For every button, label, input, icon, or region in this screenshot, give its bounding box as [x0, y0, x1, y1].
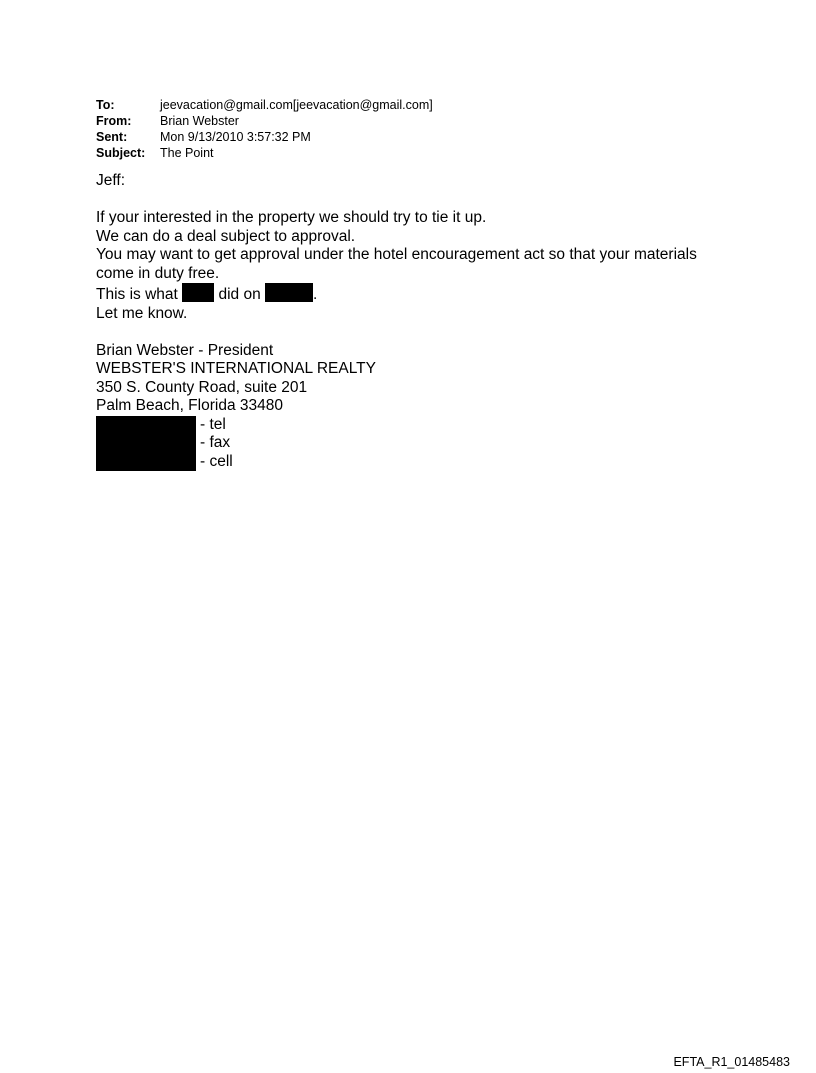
subject-row	[96, 145, 433, 161]
from-value: Brian Webster	[160, 114, 239, 128]
redaction-block	[182, 283, 214, 302]
blank-line	[96, 323, 736, 342]
redaction-block	[96, 416, 196, 435]
body-line-2: We can do a deal subject to approval.	[96, 227, 356, 245]
from-label: From:	[96, 114, 132, 128]
redaction-block	[96, 453, 196, 472]
body-line-5-middle: did on	[218, 286, 261, 303]
sent-label: Sent:	[96, 130, 128, 144]
signature-address-2: Palm Beach, Florida 33480	[96, 397, 283, 414]
signature-cell-row	[96, 453, 736, 472]
signature-address-1: 350 S. County Road, suite 201	[96, 378, 308, 396]
redaction-block	[265, 283, 313, 302]
signature-fax: - fax	[200, 434, 231, 451]
subject-value: The Point	[160, 146, 214, 160]
sent-row	[96, 129, 433, 145]
email-header	[96, 97, 433, 161]
blank-line	[96, 191, 736, 210]
to-row	[96, 97, 433, 113]
body-line-1: If your interested in the property we should try to tie it up.	[96, 209, 487, 226]
signature-name: Brian Webster - President	[96, 341, 274, 359]
redaction-block	[96, 434, 196, 453]
signature-tel: - tel	[200, 415, 226, 433]
signature-company: WEBSTER'S INTERNATIONAL REALTY	[96, 360, 376, 377]
body-line-3: You may want to get approval under the hotel encouragement act so that your materials	[96, 246, 697, 263]
signature-cell: - cell	[200, 452, 233, 470]
greeting: Jeff:	[96, 172, 126, 189]
email-body	[96, 172, 736, 471]
sent-value: Mon 9/13/2010 3:57:32 PM	[160, 130, 311, 144]
to-label: To:	[96, 98, 115, 112]
subject-label: Subject:	[96, 146, 146, 160]
from-row	[96, 113, 433, 129]
body-line-6: Let me know.	[96, 304, 188, 322]
document-id: EFTA_R1_01485483	[673, 1055, 790, 1069]
body-line-5	[96, 283, 736, 305]
body-line-4: come in duty free.	[96, 264, 220, 282]
signature-fax-row	[96, 434, 736, 453]
signature-tel-row	[96, 416, 736, 435]
body-line-5-end: .	[313, 286, 318, 303]
to-value: jeevacation@gmail.com[jeevacation@gmail.com]	[160, 98, 433, 112]
body-line-5-start: This is what	[96, 286, 178, 303]
